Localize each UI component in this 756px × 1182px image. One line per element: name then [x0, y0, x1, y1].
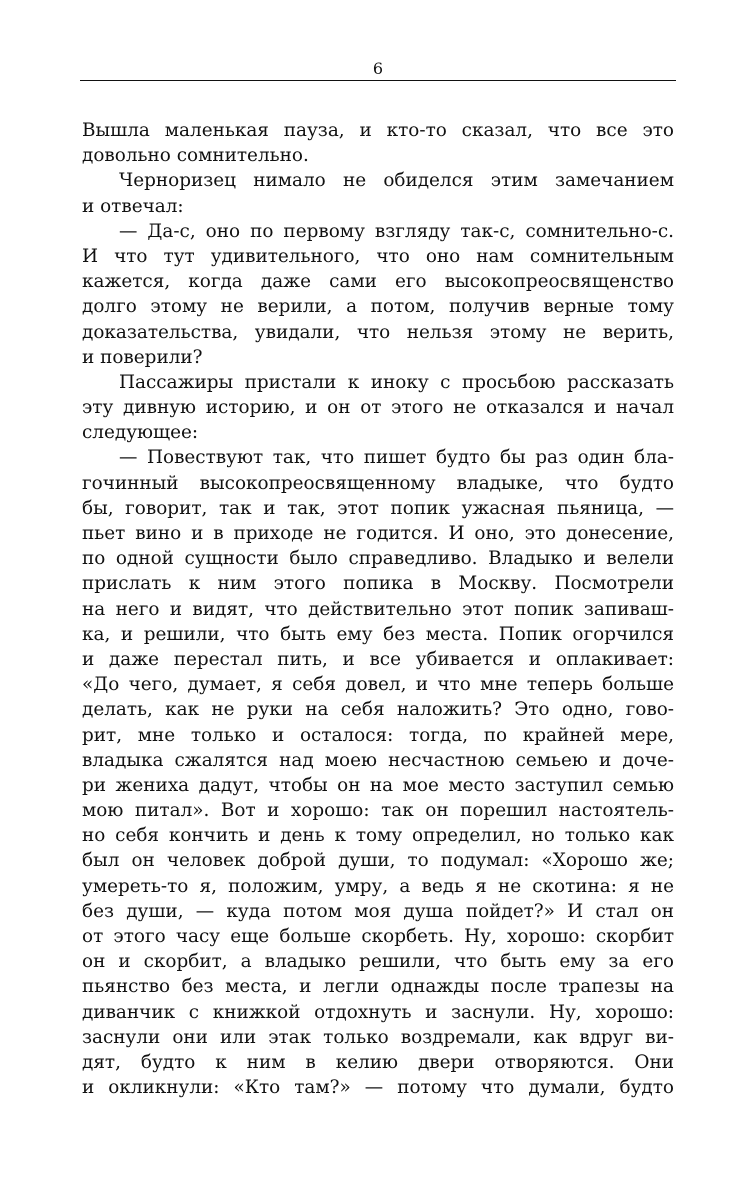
text-line: владыка сжалятся над моею несчастною семьею и доче-: [82, 749, 674, 771]
text-line: довольно сомнительно.: [82, 145, 309, 167]
text-line: Вышла маленькая пауза, и кто-то сказал, что все это: [82, 120, 674, 141]
text-line: ка, и решили, что быть ему без места. Попик огорчился: [82, 623, 674, 645]
text-line: ри жениха дадут, чтобы он на мое место заступил семью: [82, 774, 674, 796]
body-text: [82, 118, 674, 1100]
text-line: доказательства, увидали, что нельзя этому не верить,: [82, 321, 674, 343]
text-line: и окликнули: «Кто там?» — потому что думали, будто: [82, 1077, 674, 1099]
text-line: без души, — куда потом моя душа пойдет?» И стал он: [82, 900, 674, 922]
text-line: и даже перестал пить, и все убивается и оплакивает:: [82, 648, 674, 670]
text-line: от этого часу еще больше скорбеть. Ну, хорошо: скорбит: [82, 926, 674, 947]
text-line: и отвечал:: [82, 195, 184, 217]
text-line: рит, мне только и осталося: тогда, по крайней мере,: [82, 724, 674, 746]
text-line: Пассажиры пристали к иноку с просьбою рассказать: [119, 371, 674, 393]
text-line: был он человек доброй души, то подумал: «Хорошо же;: [82, 850, 674, 872]
text-line: по одной сущности было справедливо. Владыко и велели: [82, 548, 674, 570]
text-line: бы, говорит, так и так, этот попик ужасная пьяница, —: [82, 497, 674, 519]
page-number: 6: [372, 59, 384, 78]
text-line: пьет вино и в приходе не годится. И оно, это донесение,: [82, 523, 674, 544]
text-line: диванчик с книжкой отдохнуть и заснули. Ну, хорошо:: [82, 1001, 674, 1023]
text-line: Черноризец нимало не обиделся этим замечанием: [119, 170, 674, 192]
text-line: и поверили?: [82, 346, 203, 368]
text-line: эту дивную историю, и он от этого не отказался и начал: [82, 397, 674, 419]
text-line: — Повествуют так, что пишет будто бы раз один бла-: [119, 447, 674, 469]
text-line: И что тут удивительного, что оно нам сомнительным: [82, 245, 674, 267]
text-line: на него и видят, что действительно этот попик запиваш-: [82, 598, 674, 620]
text-line: следующее:: [82, 422, 199, 444]
text-line: гочинный высокопреосвященному владыке, что будто: [82, 472, 674, 494]
text-line: мою питал». Вот и хорошо: так он порешил настоятель-: [82, 800, 674, 822]
text-line: дят, будто к ним в келию двери отворяются. Они: [82, 1051, 674, 1073]
text-line: — Да-с, оно по первому взгляду так-с, сомнительно-с.: [119, 220, 674, 242]
text-line: но себя кончить и день к тому определил, но только как: [82, 825, 674, 847]
text-line: долго этому не верили, а потом, получив верные тому: [82, 296, 674, 318]
text-line: кажется, когда даже сами его высокопреосвященство: [82, 271, 674, 293]
text-line: пьянство без места, и легли однажды после трапезы на: [82, 976, 674, 998]
header-rule: [80, 80, 676, 81]
text-line: делать, как не руки на себя наложить? Это одно, гово-: [82, 699, 674, 721]
text-line: прислать к ним этого попика в Москву. Посмотрели: [82, 573, 674, 595]
text-line: он и скорбит, а владыко решили, что быть ему за его: [82, 951, 674, 973]
text-line: заснули они или этак только воздремали, как вдруг ви-: [82, 1026, 674, 1048]
text-line: «До чего, думает, я себя довел, и что мне теперь больше: [82, 674, 674, 696]
text-line: умереть-то я, положим, умру, а ведь я не скотина: я не: [82, 875, 674, 897]
